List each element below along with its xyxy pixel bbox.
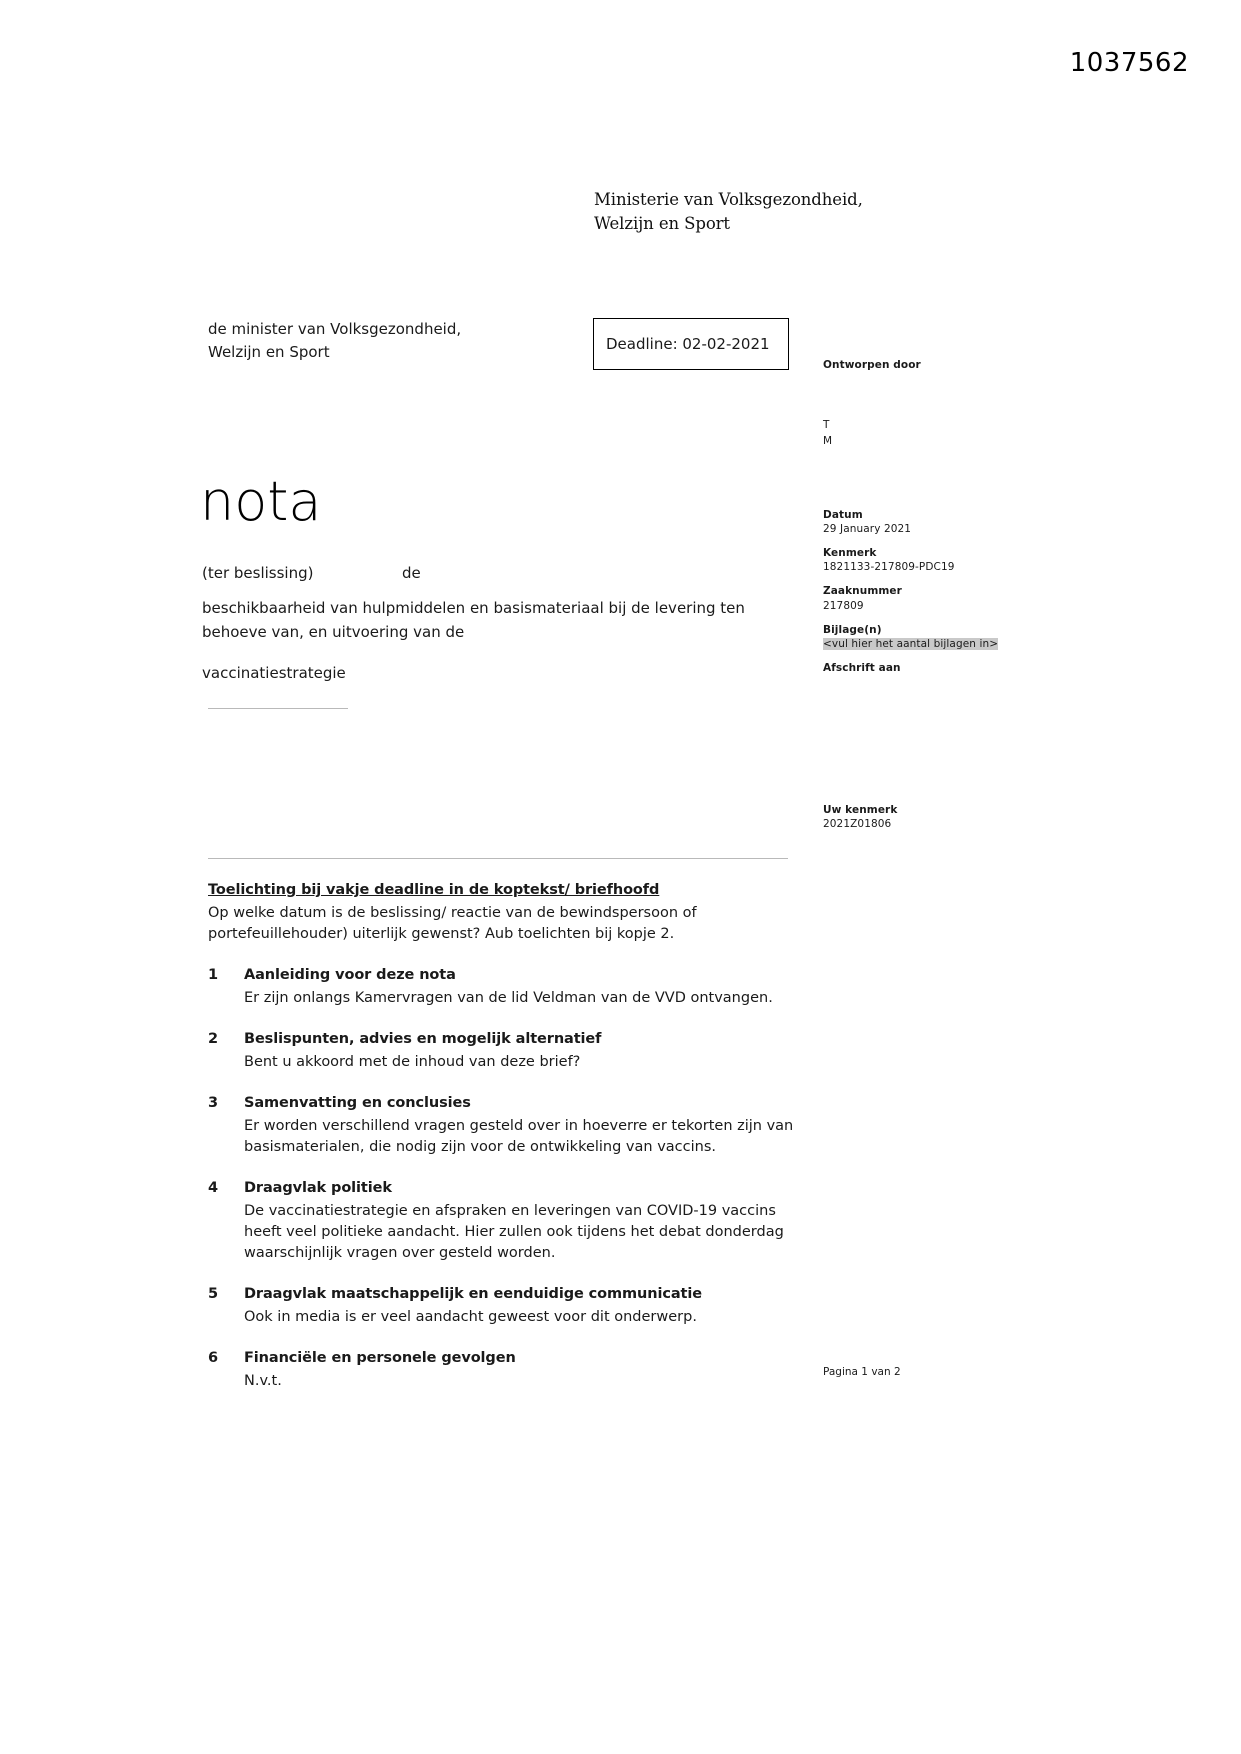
meta-kenmerk-value: 1821133-217809-PDC19 [823, 561, 955, 574]
document-number: 1037562 [1069, 48, 1189, 78]
deadline-box [593, 318, 789, 370]
divider-short [208, 708, 348, 709]
meta-afschrift-label: Afschrift aan [823, 662, 901, 675]
section-title: Draagvlak politiek [244, 1180, 392, 1197]
section-title: Draagvlak maatschappelijk en eenduidige communicatie [244, 1286, 702, 1303]
subject-line-2: vaccinatiestrategie [202, 663, 346, 682]
section-body [244, 1029, 818, 1073]
addressee-line-1: de minister van Volksgezondheid, [208, 320, 462, 338]
meta-datum-label: Datum [823, 508, 863, 521]
section-item [208, 965, 818, 1009]
section-body [244, 1178, 818, 1264]
section-body [244, 1284, 818, 1328]
subject-type-row [202, 562, 802, 585]
section-number: 6 [208, 1350, 219, 1367]
meta-bijlage-value: <vul hier het aantal bijlagen in> [823, 637, 999, 650]
ministry-header [594, 188, 863, 236]
section-item [208, 1348, 818, 1392]
section-item [208, 1178, 818, 1264]
section-body [244, 1093, 818, 1158]
meta-bijlage-value-wrap [823, 637, 1023, 651]
meta-initial-2: M [823, 434, 833, 447]
section-number: 1 [208, 967, 219, 984]
footer-page-label: Pagina 1 van 2 [823, 1366, 901, 1378]
section-body [244, 1348, 818, 1392]
section-number: 4 [208, 1180, 219, 1197]
meta-initial-1: T [823, 419, 830, 432]
section-item [208, 1029, 818, 1073]
subject-block [202, 562, 802, 685]
section-text: Er worden verschillend vragen gesteld over in hoeverre er tekorten zijn van basismaterialen, die nodig zijn voor de ontwikkeling van vaccins. [244, 1118, 794, 1156]
section-text: Er zijn onlangs Kamervragen van de lid Veldman van de VVD ontvangen. [244, 990, 773, 1007]
intro-body: Op welke datum is de beslissing/ reactie van de bewindspersoon of portefeuillehouder) uiterlijk gewenst? Aub toelichten bij kopje 2. [208, 905, 697, 943]
subject-line-1: beschikbaarheid van hulpmiddelen en basismateriaal bij de levering ten behoeve van, en uitvoering van de [202, 599, 745, 641]
section-text: Ook in media is er veel aandacht geweest voor dit onderwerp. [244, 1309, 697, 1326]
section-item [208, 1284, 818, 1328]
section-title: Financiële en personele gevolgen [244, 1350, 516, 1367]
section-title: Aanleiding voor deze nota [244, 967, 456, 984]
meta-bijlage-label: Bijlage(n) [823, 623, 882, 636]
ministry-line-1: Ministerie van Volksgezondheid, [594, 190, 863, 209]
deadline-text: Deadline: 02-02-2021 [606, 335, 770, 353]
section-number: 2 [208, 1031, 219, 1048]
section-title: Beslispunten, advies en mogelijk alternatief [244, 1031, 602, 1048]
section-text: De vaccinatiestrategie en afspraken en leveringen van COVID-19 vaccins heeft veel politieke aandacht. Hier zullen ook tijdens het debat donderdag waarschijnlijk vragen over gesteld worden. [244, 1203, 784, 1262]
meta-zaaknummer-value: 217809 [823, 599, 864, 612]
meta-ontworpen-door-label: Ontworpen door [823, 359, 921, 371]
meta-kenmerk-label: Kenmerk [823, 547, 877, 560]
section-number: 5 [208, 1286, 219, 1303]
meta-zaaknummer-label: Zaaknummer [823, 585, 902, 598]
section-item [208, 1093, 818, 1158]
section-text: N.v.t. [244, 1373, 282, 1390]
section-body [244, 965, 818, 1009]
addressee-block [208, 318, 461, 363]
subject-de: de [402, 564, 421, 582]
document-sheet [90, 96, 1150, 1426]
page-title: nota [200, 470, 322, 533]
intro-heading: Toelichting bij vakje deadline in de koptekst/ briefhoofd [208, 882, 660, 898]
ministry-line-2: Welzijn en Sport [594, 213, 730, 233]
divider-long [208, 858, 788, 859]
section-text: Bent u akkoord met de inhoud van deze brief? [244, 1054, 581, 1071]
addressee-line-2: Welzijn en Sport [208, 342, 330, 361]
section-number: 3 [208, 1095, 219, 1112]
subject-type: (ter beslissing) [202, 564, 314, 582]
metadata-sidebar [823, 358, 1023, 832]
meta-uw-kenmerk-label: Uw kenmerk [823, 804, 898, 817]
body-content [208, 880, 818, 1392]
meta-uw-kenmerk-value: 2021Z01806 [823, 818, 892, 831]
section-title: Samenvatting en conclusies [244, 1095, 471, 1112]
meta-datum-value: 29 January 2021 [823, 522, 912, 535]
